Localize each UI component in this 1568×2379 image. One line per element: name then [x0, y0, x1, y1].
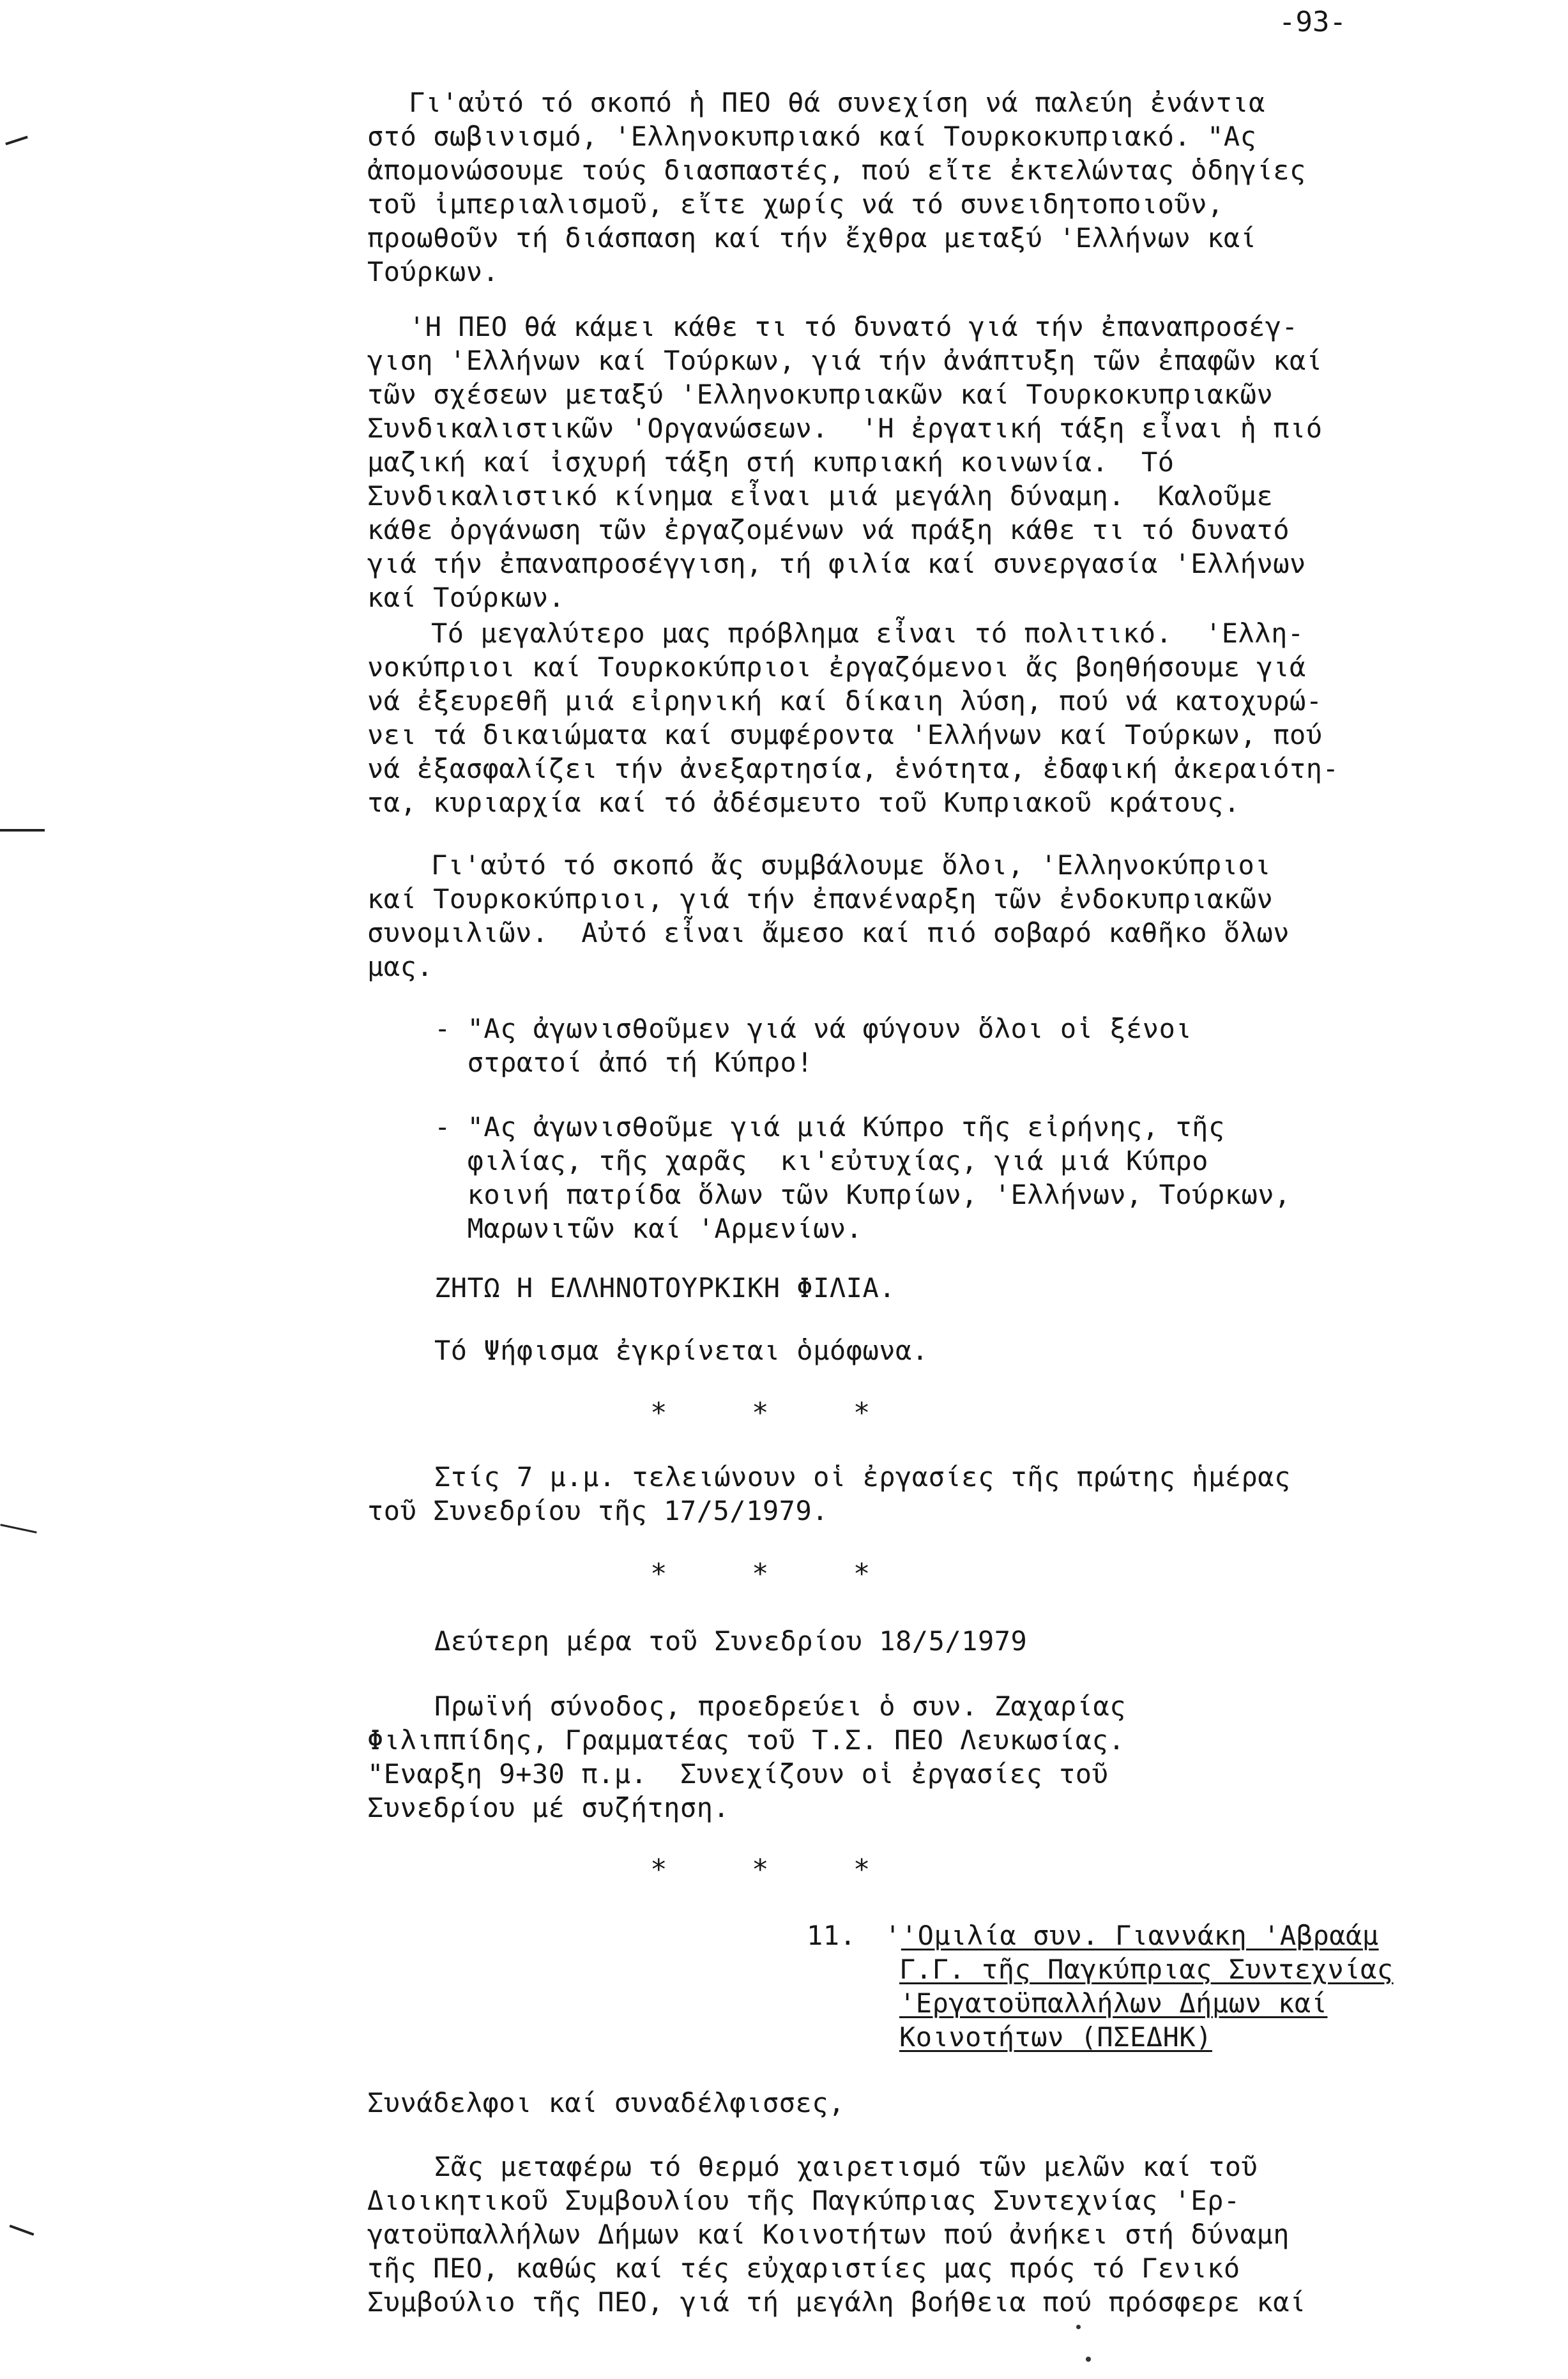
text-line: τῶν σχέσεων μεταξύ 'Ελληνοκυπριακῶν καί Τουρκοκυπριακῶν: [367, 379, 1274, 410]
salutation: Συνάδελφοι καί συναδέλφισσες,: [367, 2087, 845, 2118]
text-line: Φιλιππίδης, Γραμματέας τοῦ Τ.Σ. ΠΕΟ Λευκωσίας.: [367, 1724, 1125, 1756]
scan-mark: [0, 1524, 36, 1533]
separator: * * *: [650, 1853, 871, 1886]
text-line: "Εναρξη 9+30 π.μ. Συνεχίζουν οἱ ἐργασίες τοῦ: [367, 1758, 1109, 1790]
resolution-approved: Τό Ψήφισμα ἐγκρίνεται ὁμόφωνα.: [434, 1335, 929, 1366]
text-line: τοῦ Συνεδρίου τῆς 17/5/1979.: [367, 1495, 829, 1526]
text-line: Συμβούλιο τῆς ΠΕΟ, γιά τή μεγάλη βοήθεια πού πρόσφερε καί: [367, 2286, 1306, 2318]
scan-speck: [1076, 2325, 1081, 2329]
text-line: νά ἐξασφαλίζει τήν ἀνεξαρτησία, ἑνότητα, ἐδαφική ἀκεραιότη-: [367, 753, 1339, 784]
text-line: Σᾶς μεταφέρω τό θερμό χαιρετισμό τῶν μελῶν καί τοῦ: [434, 2151, 1258, 2182]
text-line: Γι'αὐτό τό σκοπό ἡ ΠΕΟ θά συνεχίση νά παλεύη ἐνάντια: [409, 87, 1265, 118]
text-line: προωθοῦν τή διάσπαση καί τήν ἔχθρα μεταξύ 'Ελλήνων καί: [367, 222, 1257, 254]
text-line: Συνεδρίου μέ συζήτηση.: [367, 1792, 730, 1823]
text-line: Συνδικαλιστικό κίνημα εἶναι μιά μεγάλη δύναμη. Καλοῦμε: [367, 480, 1274, 512]
text-line: Στίς 7 μ.μ. τελειώνουν οἱ ἐργασίες τῆς πρώτης ἡμέρας: [434, 1461, 1291, 1493]
text-line: νει τά δικαιώματα καί συμφέροντα 'Ελλήνων καί Τούρκων, πού: [367, 719, 1323, 750]
text-line: καί Τούρκων.: [367, 582, 565, 613]
title-line: 'Εργατοϋπαλλήλων Δήμων καί: [899, 1988, 1328, 2019]
text-line: φιλίας, τῆς χαρᾶς κι'εὐτυχίας, γιά μιά Κύπρο: [434, 1145, 1208, 1176]
text-line: ἀπομονώσουμε τούς διασπαστές, πού εἴτε ἐκτελώντας ὁδηγίες: [367, 155, 1306, 186]
text-line: - "Ας ἀγωνισθοῦμεν γιά νά φύγουν ὅλοι οἱ ξένοι: [434, 1013, 1192, 1044]
text-line: 'Η ΠΕΟ θά κάμει κάθε τι τό δυνατό γιά τήν ἐπαναπροσέγ-: [409, 311, 1298, 342]
text-line: τα, κυριαρχία καί τό ἀδέσμευτο τοῦ Κυπριακοῦ κράτους.: [367, 787, 1240, 818]
slogan: ΖΗΤΩ Η ΕΛΛΗΝΟΤΟΥΡΚΙΚΗ ΦΙΛΙΑ.: [434, 1272, 896, 1304]
text-line: - "Ας ἀγωνισθοῦμε γιά μιά Κύπρο τῆς εἰρήνης, τῆς: [434, 1111, 1225, 1143]
title-line-text: 'Ομιλία συν. Γιαννάκη 'Αβραάμ: [901, 1920, 1379, 1951]
text-line: γιση 'Ελλήνων καί Τούρκων, γιά τήν ἀνάπτυξη τῶν ἐπαφῶν καί: [367, 345, 1323, 376]
title-line: Κοινοτήτων (ΠΣΕΔΗΚ): [899, 2021, 1212, 2053]
separator: * * *: [650, 1397, 871, 1429]
text-line: γιά τήν ἐπαναπροσέγγιση, τή φιλία καί συνεργασία 'Ελλήνων: [367, 548, 1306, 579]
text-line: στό σωβινισμό, 'Ελληνοκυπριακό καί Τουρκοκυπριακό. "Ας: [367, 121, 1257, 152]
text-line: μας.: [367, 951, 434, 982]
text-line: νά ἐξευρεθῆ μιά εἰρηνική καί δίκαιη λύση, πού νά κατοχυρώ-: [367, 685, 1323, 717]
title-line: Γ.Γ. τῆς Παγκύπριας Συντεχνίας: [899, 1954, 1394, 1985]
text-line: καί Τουρκοκύπριοι, γιά τήν ἐπανέναρξη τῶν ἐνδοκυπριακῶν: [367, 883, 1274, 915]
scan-mark: [0, 829, 45, 832]
text-line: κοινή πατρίδα ὅλων τῶν Κυπρίων, 'Ελλήνων, Τούρκων,: [434, 1179, 1291, 1210]
text-line: Διοικητικοῦ Συμβουλίου τῆς Παγκύπριας Συντεχνίας 'Ερ-: [367, 2185, 1240, 2216]
scan-mark: [5, 136, 27, 146]
text-line: γατοϋπαλλήλων Δήμων καί Κοινοτήτων πού ἀνήκει στή δύναμη: [367, 2219, 1290, 2250]
scan-mark: [10, 2224, 34, 2235]
second-day-heading: Δεύτερη μέρα τοῦ Συνεδρίου 18/5/1979: [434, 1625, 1028, 1657]
separator: * * *: [650, 1558, 871, 1590]
text-line: στρατοί ἀπό τή Κύπρο!: [434, 1047, 814, 1078]
text-line: Γι'αὐτό τό σκοπό ἄς συμβάλουμε ὅλοι, 'Ελληνοκύπριοι: [431, 849, 1272, 881]
text-line: κάθε ὀργάνωση τῶν ἐργαζομένων νά πράξη κάθε τι τό δυνατό: [367, 514, 1290, 545]
text-line: Πρωϊνή σύνοδος, προεδρεύει ὁ συν. Ζαχαρίας: [434, 1691, 1127, 1722]
text-line: Μαρωνιτῶν καί 'Αρμενίων.: [434, 1213, 863, 1244]
text-line: Τούρκων.: [367, 256, 499, 287]
text-line: Συνδικαλιστικῶν 'Οργανώσεων. 'Η ἐργατική τάξη εἶναι ἡ πιό: [367, 413, 1323, 444]
text-line: νοκύπριοι καί Τουρκοκύπριοι ἐργαζόμενοι ἄς βοηθήσουμε γιά: [367, 651, 1306, 683]
text-line: τῆς ΠΕΟ, καθώς καί τές εὐχαριστίες μας πρός τό Γενικό: [367, 2253, 1240, 2284]
title-line: ''Ομιλία συν. Γιαννάκη 'Αβραάμ: [885, 1920, 1379, 1951]
scan-speck: [1086, 2357, 1091, 2362]
text-line: συνομιλιῶν. Αὐτό εἶναι ἄμεσο καί πιό σοβαρό καθῆκο ὅλων: [367, 917, 1290, 948]
text-line: Τό μεγαλύτερο μας πρόβλημα εἶναι τό πολιτικό. 'Ελλη-: [431, 618, 1304, 649]
text-line: τοῦ ἰμπεριαλισμοῦ, εἴτε χωρίς νά τό συνειδητοποιοῦν,: [367, 188, 1224, 220]
page-number: -93-: [1279, 6, 1346, 38]
text-line: μαζική καί ἰσχυρή τάξη στή κυπριακή κοινωνία. Τό: [367, 446, 1175, 478]
section-number: 11.: [807, 1920, 856, 1951]
